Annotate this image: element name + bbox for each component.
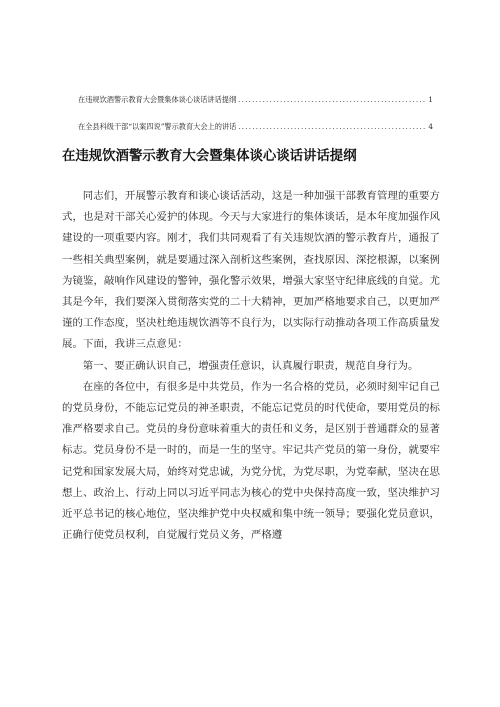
toc-entry-title: 在违规饮酒警示教育大会暨集体谈心谈话讲话提纲: [78, 95, 237, 104]
toc-leader-dots: [238, 95, 426, 105]
body-paragraph: 在座的各位中，有很多是中共党员，作为一名合格的党员，必须时刻牢记自己的党员身份，不能忘记党员的神圣职责，不能忘记党员的时代使命，要用党员的标准严格要求自己。党员的身份意味着重大的责任和义务，是区别于普通群众的显著标志。党员身份不是一时的，而是一生的坚守。牢记共产党员的第一身份，就要牢记党和国家发展大局，始终对党忠诚，为党分忧，为党尽职，为党奉献，坚决在思想上、政治上、行动上同以习近平同志为核心的党中央保持高度一致，坚决维护习近平总书记的核心地位，坚决维护党中央权威和集中统一领导；要强化党员意识，正确行使党员权利，自觉履行党员义务，严格遵: [62, 380, 440, 542]
toc-leader-dots: [238, 122, 426, 132]
table-of-contents: [78, 95, 433, 149]
body-paragraph: 同志们，开展警示教育和谈心谈话活动，这是一种加强干部教育管理的重要方式，也是对干部关心爱护的体现。今天与大家进行的集体谈话，是本年度加强作风建设的一项重要内容。刚才，我们共同观看了有关违规饮酒的警示教育片，通报了一些相关典型案例，就是要通过深入剖析这些案例，查找原因、深挖根源，以案例为镜鉴，敲响作风建设的警钟，强化警示效果，增强大家坚守纪律底线的自觉。尤其是今年，我们要深入贯彻落实党的二十大精神，更加严格地要求自己，以更加严谨的工作态度，坚决杜绝违规饮酒等不良行为，以实际行动推动各项工作高质量发展。下面，我讲三点意见：: [62, 190, 440, 351]
toc-entry-page: 4: [428, 122, 433, 131]
document-heading: 在违规饮酒警示教育大会暨集体谈心谈话讲话提纲: [62, 149, 357, 164]
toc-entry-title: 在全县科级干部“以案四说”警示教育大会上的讲话: [78, 122, 237, 131]
toc-entry-page: 1: [428, 95, 433, 104]
document-body: [62, 186, 440, 546]
toc-entry[interactable]: [78, 95, 433, 105]
toc-entry[interactable]: [78, 122, 433, 132]
body-paragraph: 第一、要正确认识自己，增强责任意识，认真履行职责，规范自身行为。: [82, 359, 419, 372]
